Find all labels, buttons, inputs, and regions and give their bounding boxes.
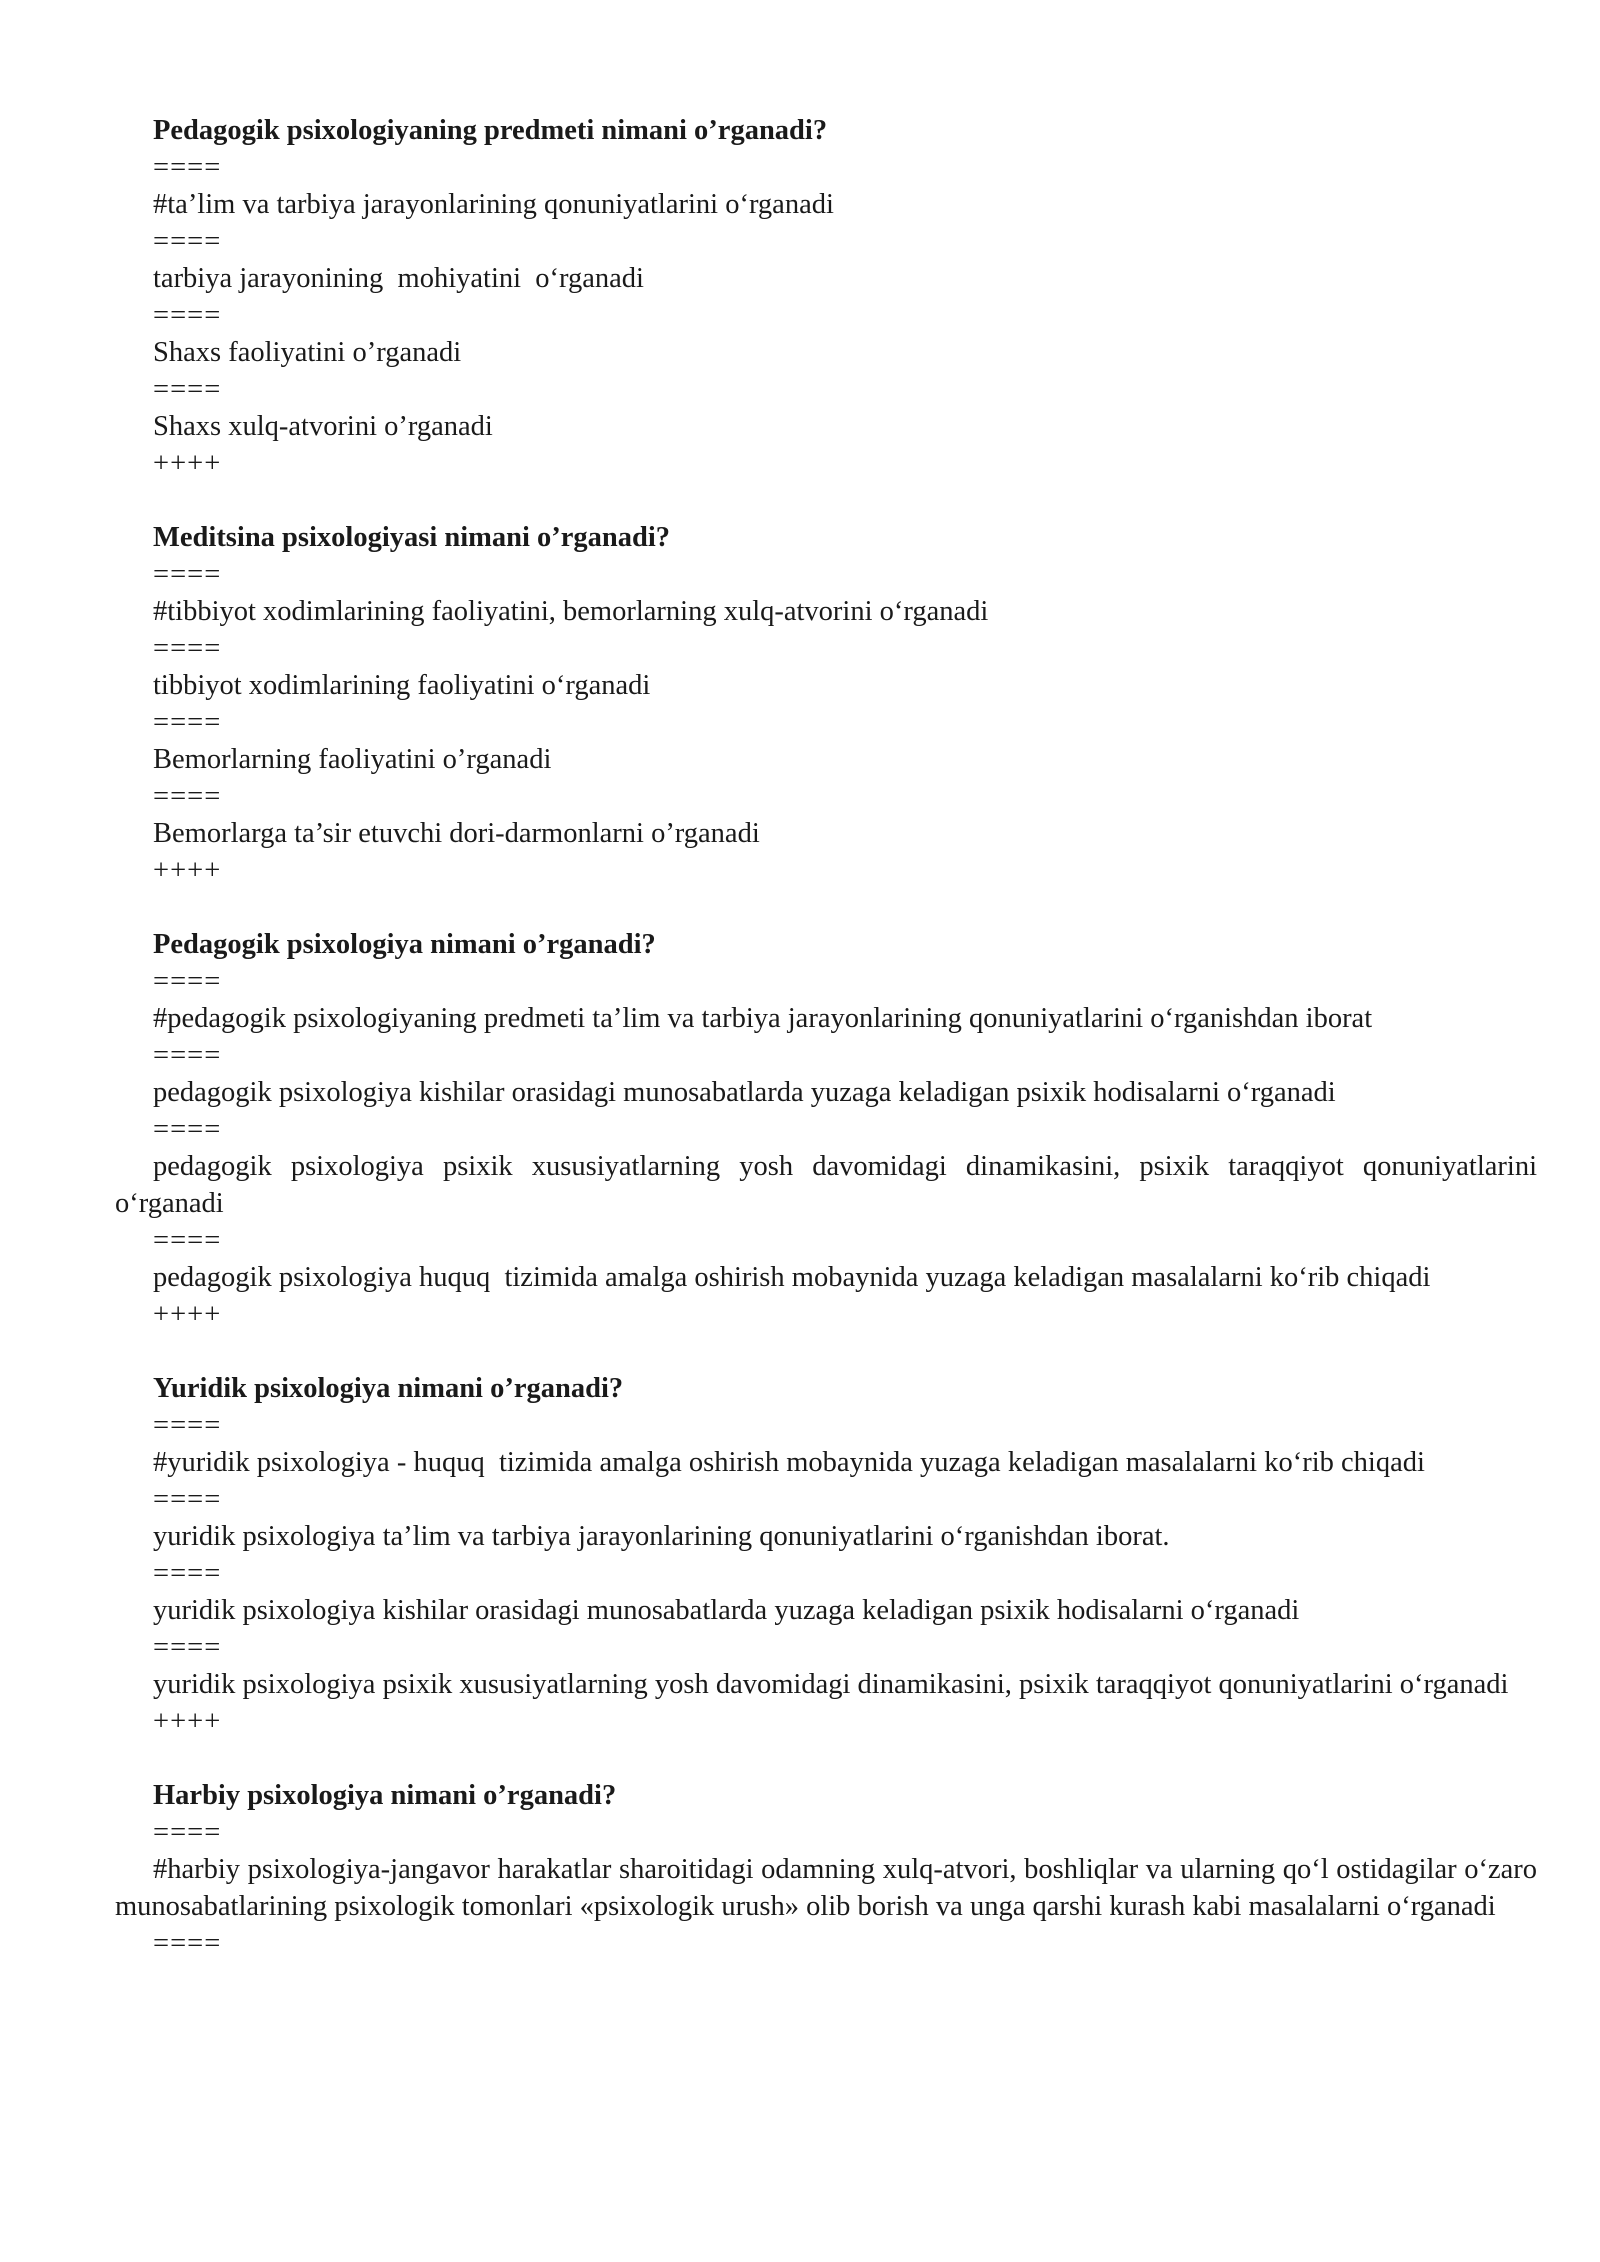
answer-option: yuridik psixologiya ta’lim va tarbiya jarayonlarining qonuniyatlarini o‘rganishdan iborat.	[153, 1521, 1170, 1552]
separator: ====	[153, 1558, 222, 1589]
separator: ====	[153, 226, 222, 257]
separator: ====	[153, 966, 222, 997]
question-title: Meditsina psixologiyasi nimani o’rganadi?	[153, 522, 671, 553]
question-block	[115, 112, 1537, 482]
end-marker: ++++	[153, 1299, 222, 1330]
answer-option: pedagogik psixologiya kishilar orasidagi munosabatlarda yuzaga keladigan psixik hodisalarni o‘rganadi	[153, 1077, 1336, 1108]
separator: ====	[153, 1040, 222, 1071]
separator: ====	[153, 559, 222, 590]
answer-option: pedagogik psixologiya huquq tizimida amalga oshirish mobaynida yuzaga keladigan masalalarni ko‘rib chiqadi	[153, 1262, 1431, 1293]
separator: ====	[153, 1928, 222, 1959]
separator: ====	[153, 781, 222, 812]
answer-option: #harbiy psixologiya-jangavor harakatlar sharoitidagi odamning xulq-atvori, boshliqlar va ularning qo‘l ostidagilar o‘zaro munosabatlarining psixologik tomonlari «psixologik urush» olib borish va unga qarshi kurash kabi masalalarni o‘rganadi	[115, 1854, 1545, 1922]
answer-option: yuridik psixologiya kishilar orasidagi munosabatlarda yuzaga keladigan psixik hodisalarni o‘rganadi	[153, 1595, 1300, 1626]
answer-option: yuridik psixologiya psixik xususiyatlarning yosh davomidagi dinamikasini, psixik taraqqiyot qonuniyatlarini o‘rganadi	[153, 1669, 1509, 1700]
answer-option: #ta’lim va tarbiya jarayonlarining qonuniyatlarini o‘rganadi	[153, 189, 834, 220]
separator: ====	[153, 1410, 222, 1441]
answer-option: Shaxs faoliyatini o’rganadi	[153, 337, 462, 368]
answer-option: #pedagogik psixologiyaning predmeti ta’lim va tarbiya jarayonlarining qonuniyatlarini o‘rganishdan iborat	[153, 1003, 1373, 1034]
question-block	[115, 1370, 1537, 1740]
question-title: Pedagogik psixologiya nimani o’rganadi?	[153, 929, 656, 960]
answer-option: Bemorlarga ta’sir etuvchi dori-darmonlarni o’rganadi	[153, 818, 760, 849]
answer-option: tarbiya jarayonining mohiyatini o‘rganadi	[153, 263, 644, 294]
answer-option: #yuridik psixologiya - huquq tizimida amalga oshirish mobaynida yuzaga keladigan masalalarni ko‘rib chiqadi	[153, 1447, 1425, 1478]
answer-option: pedagogik psixologiya psixik xususiyatlarning yosh davomidagi dinamikasini, psixik taraqqiyot qonuniyatlarini o‘rganadi	[115, 1151, 1545, 1219]
separator: ====	[153, 1817, 222, 1848]
question-block	[115, 1777, 1545, 1962]
answer-option: Shaxs xulq-atvorini o’rganadi	[153, 411, 493, 442]
answer-option: Bemorlarning faoliyatini o’rganadi	[153, 744, 552, 775]
separator: ====	[153, 1632, 222, 1663]
separator: ====	[153, 300, 222, 331]
question-block	[115, 519, 1537, 889]
end-marker: ++++	[153, 1706, 222, 1737]
separator: ====	[153, 1114, 222, 1145]
question-block	[115, 926, 1545, 1333]
document-page	[115, 112, 1545, 1999]
separator: ====	[153, 1225, 222, 1256]
answer-option: #tibbiyot xodimlarining faoliyatini, bemorlarning xulq-atvorini o‘rganadi	[153, 596, 989, 627]
separator: ====	[153, 152, 222, 183]
separator: ====	[153, 707, 222, 738]
question-title: Harbiy psixologiya nimani o’rganadi?	[153, 1780, 617, 1811]
question-title: Yuridik psixologiya nimani o’rganadi?	[153, 1373, 624, 1404]
question-title: Pedagogik psixologiyaning predmeti nimani o’rganadi?	[153, 115, 828, 146]
end-marker: ++++	[153, 448, 222, 479]
separator: ====	[153, 1484, 222, 1515]
answer-option: tibbiyot xodimlarining faoliyatini o‘rganadi	[153, 670, 651, 701]
end-marker: ++++	[153, 855, 222, 886]
separator: ====	[153, 633, 222, 664]
separator: ====	[153, 374, 222, 405]
